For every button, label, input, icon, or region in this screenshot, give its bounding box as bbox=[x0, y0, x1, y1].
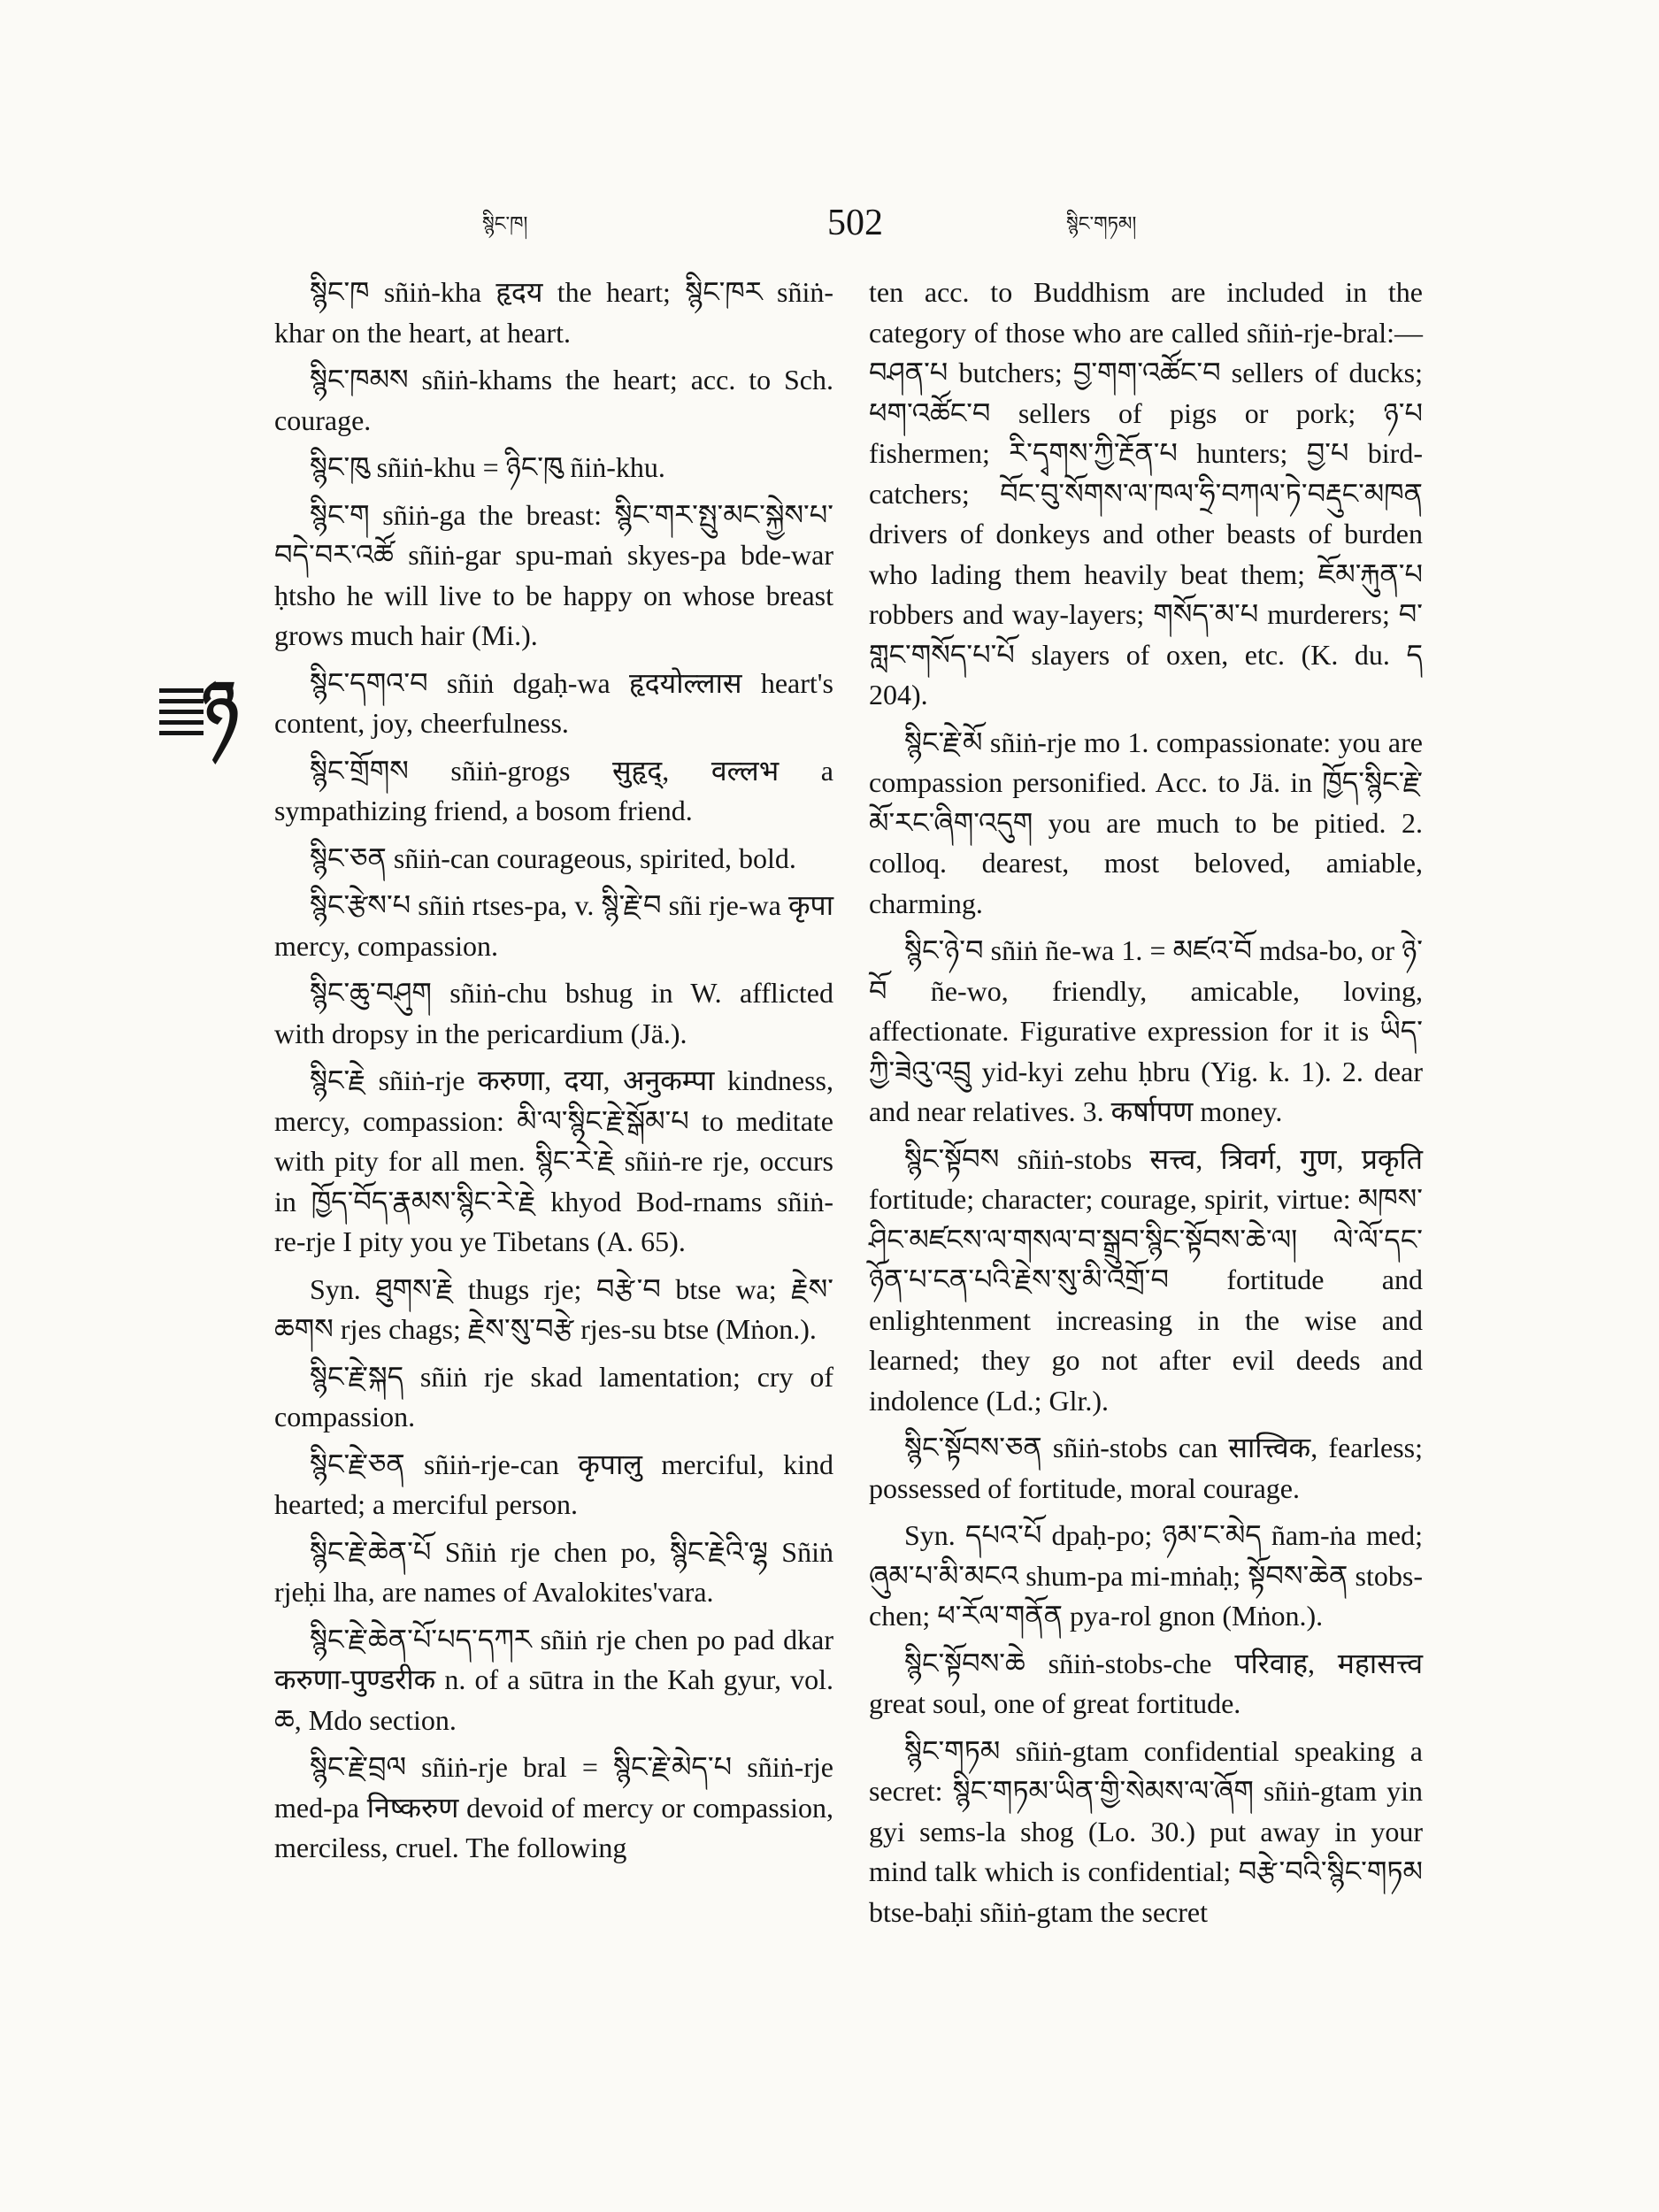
entry-snin-rje-can: སྙིང་རྗེ་ཅན sñiṅ-rje-can कृपालु merciful, kind hearted; a merciful person. bbox=[274, 1448, 833, 1520]
header-right-headword: སྙིང་གཏམ། bbox=[1066, 213, 1137, 235]
entry-snin-rje-mo: སྙིང་རྗེ་མོ sñiṅ-rje mo 1. compassionate: you are compassion personified. Acc. to Jä. in ཁྱོད་སྙིང་རྗེ་མོ་རང་ཞིག་འདུག you are much to be pitied. 2. colloq. dearest, most beloved, amiable, charming. bbox=[869, 726, 1423, 919]
page-number: 502 bbox=[827, 203, 883, 243]
entry-snin-khams: སྙིང་ཁམས sñiṅ-khams the heart; acc. to Sch. courage. bbox=[274, 364, 833, 436]
entry-snin-can: སྙིང་ཅན sñiṅ-can courageous, spirited, bold. bbox=[310, 841, 796, 874]
entry-snin-khu: སྙིང་ཁུ sñiṅ-khu = ཉིང་ཁུ ñiṅ-khu. bbox=[310, 451, 665, 483]
margin-glyph: ཉ bbox=[202, 668, 239, 745]
tibetan-nya-letter-marker-icon bbox=[159, 668, 243, 745]
entry-snin-stobs-can: སྙིང་སྟོབས་ཅན sñiṅ-stobs can सात्त्विक, fearless; possessed of fortitude, moral courage. bbox=[869, 1432, 1423, 1504]
right-column bbox=[869, 273, 1423, 1939]
entry-snin-grogs: སྙིང་གྲོགས sñiṅ-grogs सुहृद्, वल्लभ a sympathizing friend, a bosom friend. bbox=[274, 754, 833, 826]
entry-snin-ne-wa: སྙིང་ཉེ་བ sñiṅ ñe-wa 1. = མཛའ་བོ mdsa-bo, or ཉེ་བོ ñe-wo, friendly, amicable, loving, affectionate. Figurative expression for it is ཡིད་ཀྱི་ཟེའུ་འབྲུ yid-kyi zehu ḥbru (Yig. k. 1). 2. dear and near relatives. 3. कर्षापण money. bbox=[869, 934, 1423, 1127]
entry-snin-chu-bshug: སྙིང་ཆུ་བཤུག sñiṅ-chu bshug in W. afflicted with dropsy in the pericardium (Jä.). bbox=[274, 977, 833, 1049]
entry-continuation-ten-classes: ten acc. to Buddhism are included in the category of those who are called sñiṅ-rje-bral:—བཤན་པ butchers; བྱ་གག་འཚོང་བ sellers of ducks; ཕག་འཚོང་བ sellers of pigs or pork; ཉ་པ fishermen; རི་དྭགས་ཀྱི་རྔོན་པ hunters; བྱ་པ bird-catchers; བོང་བུ་སོགས་ལ་ཁལ་ཧྲི་བཀལ་ཏེ་བརྡུང་མཁན drivers of donkeys and other beasts of burden who lading them heavily beat them; ཇོམ་རྐུན་པ robbers and way-layers; གསོད་མ་པ murderers; བ་གླང་གསོད་པ་པོ slayers of oxen, etc. (K. du. ད 204). bbox=[869, 276, 1423, 710]
entry-syn-snin-rje: Syn. ཐུགས་རྗེ thugs rje; བརྩེ་བ btse wa; རྗེས་ཆགས rjes chags; རྗེས་སུ་བརྩེ rjes-su btse (Mṅon.). bbox=[274, 1272, 833, 1345]
entry-snin-stobs: སྙིང་སྟོབས sñiṅ-stobs सत्त्व, त्रिवर्ग, गुण, प्रकृति fortitude; character; courage, spirit, virtue: མཁས་ཤིང་མཛངས་ལ་གསལ་བ་སྒྲུབ་སྙིང་སྟོབས་ཆེ་ལ། ལེ་ལོ་དང་ཉོན་པ་ངན་པའི་རྗེས་སུ་མི་འགྲོ་བ fortitude and enlightenment increasing in the wise and learned; they go not after evil deeds and indolence (Ld.; Glr.). bbox=[869, 1142, 1423, 1417]
entry-snin-ga: སྙིང་ག sñiṅ-ga the breast: སྙིང་གར་སྤུ་མང་སྐྱེས་པ་བདེ་བར་འཚོ sñiṅ-gar spu-maṅ skyes-pa bde-war ḥtsho he will live to be happy on whose breast grows much hair (Mi.). bbox=[274, 498, 833, 651]
left-column bbox=[274, 273, 833, 1876]
entry-snin-kha: སྙིང་ཁ sñiṅ-kha हृदय the heart; སྙིང་ཁར sñiṅ-khar on the heart, at heart. bbox=[274, 276, 833, 349]
entry-syn-snin-stobs: Syn. དཔའ་པོ dpaḥ-po; ཉམ་ང་མེད ñam-ṅa med; ཞུམ་པ་མི་མངའ shum-pa mi-mṅaḥ; སྟོབས་ཆེན stobs-chen; ཕ་རོལ་གནོན pya-rol gnon (Mṅon.). bbox=[869, 1519, 1423, 1632]
entry-snin-rtses-pa: སྙིང་རྩེས་པ sñiṅ rtses-pa, v. སྙི་རྗེ་བ sñi rje-wa कृपा mercy, compassion. bbox=[274, 889, 833, 962]
entry-snin-rje-chen-po-pad-dkar: སྙིང་རྗེ་ཆེན་པོ་པད་དཀར sñiṅ rje chen po pad dkar करुणा-पुण्डरीक n. of a sūtra in the Kah gyur, vol. ཆ, Mdo section. bbox=[274, 1623, 833, 1736]
entry-snin-rje: སྙིང་རྗེ sñiṅ-rje करुणा, दया, अनुकम्पा kindness, mercy, compassion: མི་ལ་སྙིང་རྗེ་སྒོམ་པ to meditate with pity for all men. སྙིང་རེ་རྗེ sñiṅ-re rje, occurs in ཁྱོད་བོད་རྣམས་སྙིང་རེ་རྗེ khyod Bod-rnams sñiṅ-re-rje I pity you ye Tibetans (A. 65). bbox=[274, 1064, 833, 1257]
entry-snin-rje-skad: སྙིང་རྗེ་སྐད sñiṅ rje skad lamentation; cry of compassion. bbox=[274, 1360, 833, 1432]
entry-snin-gtam: སྙིང་གཏམ sñiṅ-gtam confidential speaking a secret: སྙིང་གཏམ་ཡིན་གྱི་སེམས་ལ་ཞོག sñiṅ-gtam yin gyi sems-la shog (Lo. 30.) put away in your mind talk which is confidential; བརྩེ་བའི་སྙིང་གཏམ btse-baḥi sñiṅ-gtam the secret bbox=[869, 1734, 1423, 1928]
entry-snin-dgah-wa: སྙིང་དགའ་བ sñiṅ dgaḥ-wa हृदयोल्लास heart's content, joy, cheerfulness. bbox=[274, 666, 833, 739]
entry-snin-rje-chen-po: སྙིང་རྗེ་ཆེན་པོ Sñiṅ rje chen po, སྙིང་རྗེའི་ལྷ Sñiṅ rjeḥi lha, are names of Avalokites'vara. bbox=[274, 1535, 833, 1608]
entry-snin-stobs-che: སྙིང་སྟོབས་ཆེ sñiṅ-stobs-che परिवाह, महासत्त्व great soul, one of great fortitude. bbox=[869, 1647, 1423, 1719]
entry-snin-rje-bral: སྙིང་རྗེ་བྲལ sñiṅ-rje bral = སྙིང་རྗེ་མེད་པ sñiṅ-rje med-pa निष्करुण devoid of mercy or compassion, merciless, cruel. The following bbox=[274, 1751, 833, 1863]
header-left-headword: སྙིང་ཁ། bbox=[482, 213, 528, 235]
